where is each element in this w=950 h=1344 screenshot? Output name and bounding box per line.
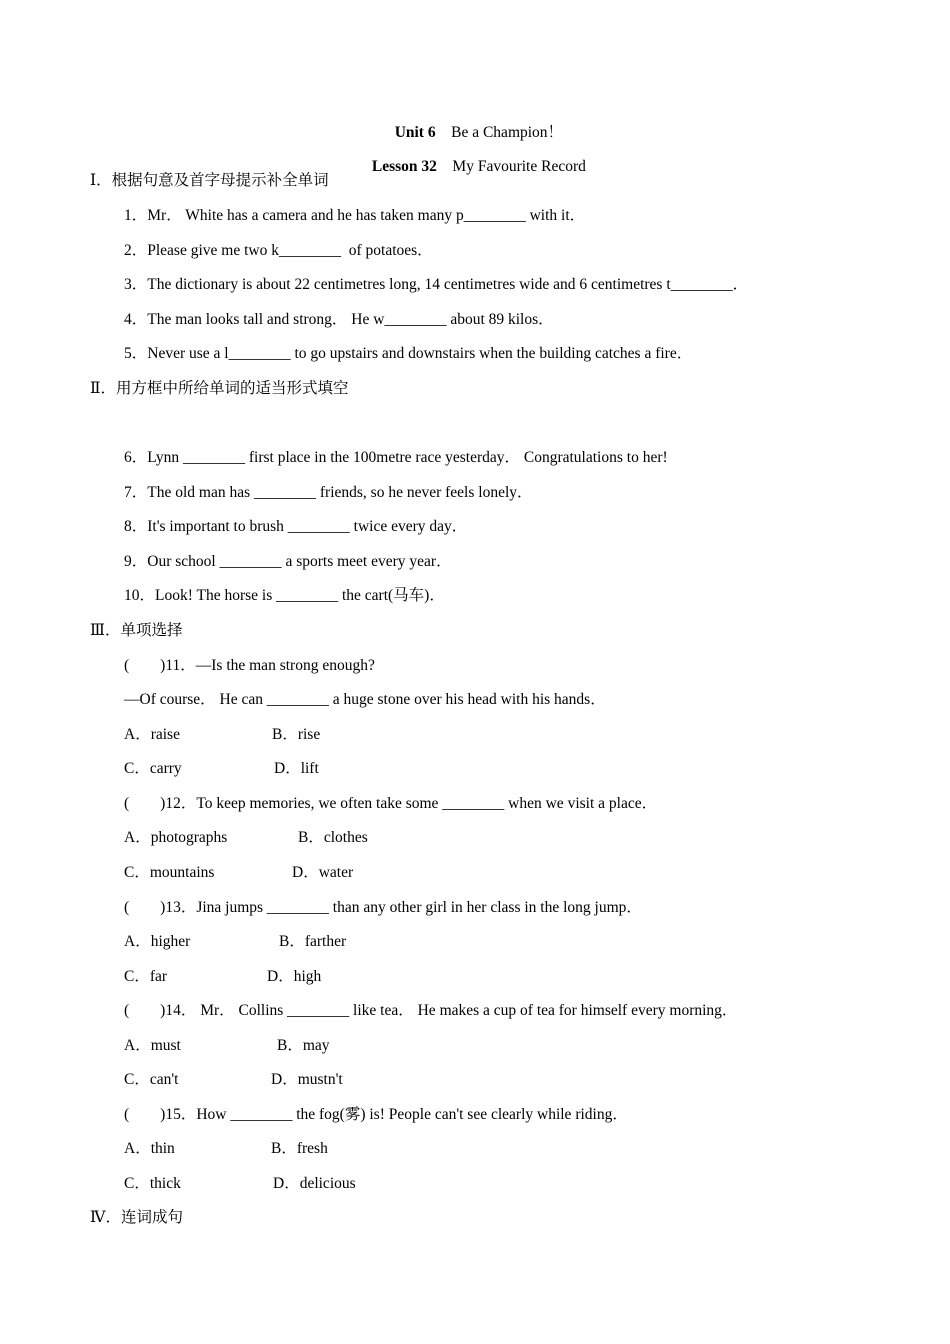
question-11-option-d: D．lift [274,760,319,777]
question-3: 3．The dictionary is about 22 centimetres long, 14 centimetres wide and 6 centimetres t________． [124,276,749,293]
question-4: 4．The man looks tall and strong． He w________ about 89 kilos． [124,311,554,328]
question-13-option-d: D．high [267,968,322,985]
question-14-option-d: D．mustn't [271,1071,343,1088]
question-13-stem: ( )13．Jina jumps ________ than any other girl in her class in the long jump． [124,899,642,916]
question-14-option-c: C．can't [124,1071,179,1088]
question-13-option-a: A．higher [124,933,191,950]
question-1: 1．Mr． White has a camera and he has taken many p________ with it． [124,207,586,224]
question-15-stem: ( )15．How ________ the fog(雾) is! People can't see clearly while riding． [124,1106,628,1123]
question-11-stem-2: —Of course． He can ________ a huge stone over his head with his hands． [124,691,606,708]
question-12-option-c: C．mountains [124,864,215,881]
section-3-title: Ⅲ．单项选择 [90,622,183,639]
question-5: 5．Never use a l________ to go upstairs and downstairs when the building catches a fire． [124,345,693,362]
lesson-title: My Favourite Record [452,158,586,175]
question-15-option-b: B．fresh [271,1140,328,1157]
question-15-option-d: D．delicious [273,1175,356,1192]
question-12-stem: ( )12．To keep memories, we often take some ________ when we visit a place． [124,795,658,812]
unit-title: Be a Champion！ [451,124,564,141]
question-11-option-b: B．rise [272,726,321,743]
question-14-stem: ( )14． Mr． Collins ________ like tea． He makes a cup of tea for himself every morning． [124,1002,738,1019]
question-12-option-d: D．water [292,864,354,881]
question-13-option-c: C．far [124,968,168,985]
question-7: 7．The old man has ________ friends, so he never feels lonely． [124,484,533,501]
question-8: 8．It's important to brush ________ twice every day． [124,518,468,535]
section-4-title: Ⅳ．连词成句 [90,1209,183,1226]
question-11-stem: ( )11．—Is the man strong enough? [124,657,375,674]
question-11-option-c: C．carry [124,760,182,777]
question-9: 9．Our school ________ a sports meet every year． [124,553,452,570]
question-14-option-a: A．must [124,1037,181,1054]
section-2-title: Ⅱ．用方框中所给单词的适当形式填空 [90,380,349,397]
lesson-label: Lesson 32 [371,158,437,175]
question-2: 2．Please give me two k________ of potatoes． [124,242,433,259]
question-15-option-a: A．thin [124,1140,175,1157]
question-6: 6．Lynn ________ first place in the 100metre race yesterday． Congratulations to her! [124,449,668,466]
question-13-option-b: B．farther [279,933,347,950]
question-11-option-a: A．raise [124,726,180,743]
section-1-title: Ⅰ．根据句意及首字母提示补全单词 [90,172,329,189]
unit-label: Unit 6 [394,124,436,141]
question-14-option-b: B．may [277,1037,330,1054]
question-10: 10．Look! The horse is ________ the cart(马车)． [124,587,445,604]
question-12-option-a: A．photographs [124,829,228,846]
question-12-option-b: B．clothes [298,829,368,846]
question-15-option-c: C．thick [124,1175,181,1192]
